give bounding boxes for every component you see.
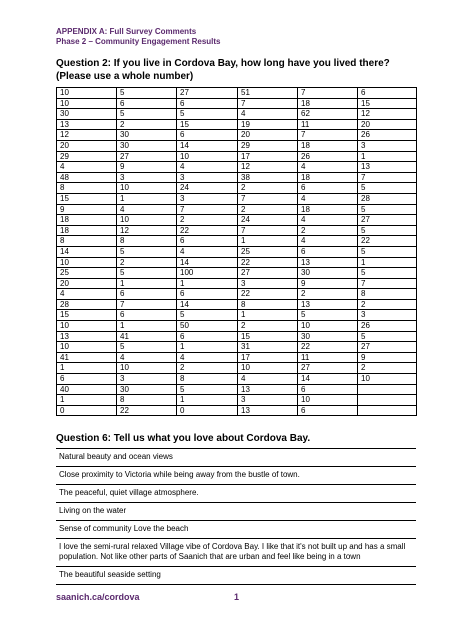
table-cell: 10 bbox=[57, 88, 117, 99]
table-cell: 38 bbox=[238, 172, 298, 183]
table-cell: 22 bbox=[298, 342, 358, 353]
table-cell: 2 bbox=[298, 225, 358, 236]
table-row bbox=[57, 299, 417, 310]
table-cell: 3 bbox=[358, 140, 417, 151]
table-cell: 29 bbox=[57, 151, 117, 162]
table-cell: 10 bbox=[298, 321, 358, 332]
table-cell: 7 bbox=[358, 172, 417, 183]
table-cell: 15 bbox=[177, 119, 238, 130]
loves-responses-table bbox=[56, 448, 416, 585]
table-row bbox=[57, 193, 417, 204]
table-cell: 13 bbox=[298, 299, 358, 310]
table-cell: 6 bbox=[298, 405, 358, 416]
table-cell: 1 bbox=[177, 395, 238, 406]
table-row bbox=[57, 151, 417, 162]
table-cell: 9 bbox=[358, 352, 417, 363]
table-cell: 15 bbox=[57, 310, 117, 321]
table-row bbox=[57, 140, 417, 151]
table-cell: 5 bbox=[358, 268, 417, 279]
table-cell: 0 bbox=[57, 405, 117, 416]
table-cell: 30 bbox=[298, 331, 358, 342]
table-cell: 14 bbox=[57, 246, 117, 257]
table-cell: 5 bbox=[358, 331, 417, 342]
table-cell: 62 bbox=[298, 109, 358, 120]
response-row bbox=[56, 449, 416, 467]
table-cell: 28 bbox=[57, 299, 117, 310]
table-cell: 4 bbox=[177, 162, 238, 173]
table-cell: 7 bbox=[298, 88, 358, 99]
table-cell: 4 bbox=[177, 246, 238, 257]
table-cell bbox=[358, 384, 417, 395]
response-text: Sense of community Love the beach bbox=[56, 521, 416, 539]
table-cell: 4 bbox=[117, 204, 177, 215]
table-cell: 0 bbox=[177, 405, 238, 416]
response-text: The peaceful, quiet village atmosphere. bbox=[56, 485, 416, 503]
table-cell: 29 bbox=[238, 140, 298, 151]
table-cell: 3 bbox=[117, 374, 177, 385]
table-cell: 3 bbox=[238, 278, 298, 289]
table-cell: 7 bbox=[238, 225, 298, 236]
table-cell: 22 bbox=[238, 289, 298, 300]
table-cell: 12 bbox=[358, 109, 417, 120]
table-cell: 20 bbox=[238, 130, 298, 141]
table-cell: 5 bbox=[358, 246, 417, 257]
table-cell: 17 bbox=[238, 352, 298, 363]
table-cell: 1 bbox=[177, 342, 238, 353]
table-cell: 6 bbox=[177, 236, 238, 247]
table-cell: 3 bbox=[238, 395, 298, 406]
table-cell: 26 bbox=[358, 130, 417, 141]
footer-url[interactable]: saanich.ca/cordova bbox=[56, 592, 140, 602]
table-cell: 10 bbox=[298, 395, 358, 406]
table-cell: 100 bbox=[177, 268, 238, 279]
table-cell: 10 bbox=[117, 215, 177, 226]
table-cell: 13 bbox=[57, 119, 117, 130]
table-cell: 14 bbox=[177, 140, 238, 151]
table-row bbox=[57, 109, 417, 120]
table-cell: 31 bbox=[238, 342, 298, 353]
table-cell: 11 bbox=[298, 352, 358, 363]
table-cell: 13 bbox=[57, 331, 117, 342]
table-cell: 4 bbox=[57, 162, 117, 173]
table-cell: 10 bbox=[57, 342, 117, 353]
table-cell: 22 bbox=[358, 236, 417, 247]
table-cell: 6 bbox=[117, 289, 177, 300]
table-cell: 27 bbox=[298, 363, 358, 374]
table-cell: 18 bbox=[57, 225, 117, 236]
table-cell: 11 bbox=[298, 119, 358, 130]
response-row bbox=[56, 567, 416, 585]
table-cell: 8 bbox=[177, 374, 238, 385]
table-cell: 1 bbox=[358, 257, 417, 268]
table-row bbox=[57, 321, 417, 332]
table-row bbox=[57, 374, 417, 385]
table-cell: 5 bbox=[117, 246, 177, 257]
table-cell: 27 bbox=[358, 342, 417, 353]
response-text: I love the semi-rural relaxed Village vibe of Cordova Bay. I like that it's not built up and has a small population. Not like other parts of Saanich that are urban and feel like being in a town bbox=[56, 539, 416, 567]
table-cell: 13 bbox=[358, 162, 417, 173]
table-cell: 5 bbox=[117, 88, 177, 99]
table-cell: 4 bbox=[57, 289, 117, 300]
table-cell: 8 bbox=[238, 299, 298, 310]
table-cell: 2 bbox=[238, 204, 298, 215]
table-cell: 4 bbox=[298, 162, 358, 173]
table-cell: 15 bbox=[57, 193, 117, 204]
table-row bbox=[57, 384, 417, 395]
table-cell: 12 bbox=[238, 162, 298, 173]
table-row bbox=[57, 268, 417, 279]
table-cell: 5 bbox=[177, 384, 238, 395]
table-row bbox=[57, 119, 417, 130]
table-cell: 3 bbox=[177, 193, 238, 204]
table-cell: 5 bbox=[117, 342, 177, 353]
table-cell: 8 bbox=[57, 183, 117, 194]
table-cell: 10 bbox=[117, 363, 177, 374]
table-cell: 4 bbox=[177, 352, 238, 363]
table-cell: 6 bbox=[117, 98, 177, 109]
table-row bbox=[57, 352, 417, 363]
residency-years-table bbox=[56, 87, 417, 416]
table-cell: 10 bbox=[57, 257, 117, 268]
table-cell: 14 bbox=[177, 257, 238, 268]
table-cell bbox=[358, 395, 417, 406]
table-cell: 2 bbox=[298, 289, 358, 300]
question-6-title: Question 6: Tell us what you love about Cordova Bay. bbox=[56, 433, 311, 444]
table-row bbox=[57, 130, 417, 141]
table-cell: 7 bbox=[177, 204, 238, 215]
header-line-2: Phase 2 – Community Engagement Results bbox=[56, 37, 221, 46]
response-text: Living on the water bbox=[56, 503, 416, 521]
table-cell: 2 bbox=[117, 257, 177, 268]
table-cell: 28 bbox=[358, 193, 417, 204]
table-row bbox=[57, 363, 417, 374]
table-cell: 4 bbox=[238, 374, 298, 385]
table-cell: 20 bbox=[57, 278, 117, 289]
table-cell: 13 bbox=[238, 405, 298, 416]
response-row bbox=[56, 485, 416, 503]
table-cell: 4 bbox=[238, 109, 298, 120]
table-cell: 15 bbox=[238, 331, 298, 342]
table-cell: 10 bbox=[177, 151, 238, 162]
table-cell: 2 bbox=[238, 183, 298, 194]
response-row bbox=[56, 467, 416, 485]
table-cell: 6 bbox=[117, 310, 177, 321]
table-cell: 24 bbox=[238, 215, 298, 226]
table-cell: 1 bbox=[57, 363, 117, 374]
table-cell: 6 bbox=[177, 98, 238, 109]
table-cell: 9 bbox=[117, 162, 177, 173]
table-cell: 6 bbox=[177, 130, 238, 141]
header-line-1: APPENDIX A: Full Survey Comments bbox=[56, 27, 197, 36]
table-cell: 30 bbox=[117, 130, 177, 141]
response-text: The beautiful seaside setting bbox=[56, 567, 416, 585]
table-row bbox=[57, 88, 417, 99]
table-row bbox=[57, 162, 417, 173]
table-cell: 2 bbox=[117, 119, 177, 130]
table-cell: 1 bbox=[117, 278, 177, 289]
table-cell: 22 bbox=[117, 405, 177, 416]
table-cell: 5 bbox=[298, 310, 358, 321]
table-cell: 30 bbox=[117, 140, 177, 151]
table-cell: 14 bbox=[177, 299, 238, 310]
table-cell: 13 bbox=[298, 257, 358, 268]
table-cell: 5 bbox=[177, 310, 238, 321]
table-row bbox=[57, 236, 417, 247]
table-cell: 7 bbox=[298, 130, 358, 141]
table-row bbox=[57, 172, 417, 183]
table-cell: 10 bbox=[358, 374, 417, 385]
table-cell: 27 bbox=[358, 215, 417, 226]
table-cell: 8 bbox=[117, 395, 177, 406]
table-cell: 5 bbox=[358, 183, 417, 194]
table-cell: 5 bbox=[117, 109, 177, 120]
table-cell: 1 bbox=[177, 278, 238, 289]
table-cell: 14 bbox=[298, 374, 358, 385]
table-row bbox=[57, 405, 417, 416]
table-cell: 6 bbox=[177, 331, 238, 342]
table-cell: 40 bbox=[57, 384, 117, 395]
table-cell: 8 bbox=[117, 236, 177, 247]
table-cell: 4 bbox=[298, 215, 358, 226]
table-cell: 7 bbox=[117, 299, 177, 310]
table-cell: 4 bbox=[298, 193, 358, 204]
table-row bbox=[57, 225, 417, 236]
table-cell: 30 bbox=[117, 384, 177, 395]
table-cell: 2 bbox=[358, 299, 417, 310]
question-2-title: Question 2: If you live in Cordova Bay, how long have you lived there? (Please use a whole number) bbox=[56, 58, 390, 82]
table-cell: 51 bbox=[238, 88, 298, 99]
table-cell: 26 bbox=[358, 321, 417, 332]
table-cell: 5 bbox=[117, 268, 177, 279]
table-row bbox=[57, 183, 417, 194]
table-cell: 4 bbox=[298, 236, 358, 247]
table-cell: 10 bbox=[57, 321, 117, 332]
table-cell: 1 bbox=[358, 151, 417, 162]
response-row bbox=[56, 539, 416, 567]
table-cell: 6 bbox=[358, 88, 417, 99]
table-cell: 30 bbox=[298, 268, 358, 279]
table-row bbox=[57, 246, 417, 257]
table-cell: 2 bbox=[238, 321, 298, 332]
table-row bbox=[57, 204, 417, 215]
table-cell: 10 bbox=[238, 363, 298, 374]
table-cell: 18 bbox=[298, 204, 358, 215]
table-cell: 15 bbox=[358, 98, 417, 109]
table-cell: 5 bbox=[177, 109, 238, 120]
table-cell bbox=[358, 405, 417, 416]
table-cell: 18 bbox=[57, 215, 117, 226]
table-cell: 17 bbox=[238, 151, 298, 162]
table-row bbox=[57, 342, 417, 353]
table-cell: 6 bbox=[298, 384, 358, 395]
table-cell: 6 bbox=[298, 246, 358, 257]
table-cell: 18 bbox=[298, 172, 358, 183]
table-cell: 9 bbox=[298, 278, 358, 289]
table-row bbox=[57, 331, 417, 342]
table-cell: 19 bbox=[238, 119, 298, 130]
table-cell: 2 bbox=[177, 363, 238, 374]
table-cell: 6 bbox=[57, 374, 117, 385]
table-cell: 9 bbox=[57, 204, 117, 215]
table-cell: 2 bbox=[177, 215, 238, 226]
table-row bbox=[57, 257, 417, 268]
response-text: Close proximity to Victoria while being away from the bustle of town. bbox=[56, 467, 416, 485]
table-cell: 12 bbox=[57, 130, 117, 141]
document-header bbox=[56, 27, 221, 47]
table-row bbox=[57, 98, 417, 109]
table-cell: 41 bbox=[57, 352, 117, 363]
response-row bbox=[56, 503, 416, 521]
table-cell: 5 bbox=[358, 204, 417, 215]
table-cell: 22 bbox=[238, 257, 298, 268]
table-cell: 12 bbox=[117, 225, 177, 236]
table-cell: 50 bbox=[177, 321, 238, 332]
table-cell: 18 bbox=[298, 140, 358, 151]
table-row bbox=[57, 215, 417, 226]
table-cell: 10 bbox=[117, 183, 177, 194]
table-cell: 48 bbox=[57, 172, 117, 183]
table-cell: 2 bbox=[358, 363, 417, 374]
table-cell: 3 bbox=[177, 172, 238, 183]
table-cell: 7 bbox=[238, 193, 298, 204]
table-cell: 7 bbox=[238, 98, 298, 109]
table-cell: 13 bbox=[238, 384, 298, 395]
table-cell: 3 bbox=[117, 172, 177, 183]
table-cell: 10 bbox=[57, 98, 117, 109]
table-row bbox=[57, 289, 417, 300]
response-text: Natural beauty and ocean views bbox=[56, 449, 416, 467]
table-cell: 4 bbox=[117, 352, 177, 363]
table-cell: 6 bbox=[177, 289, 238, 300]
table-cell: 24 bbox=[177, 183, 238, 194]
table-row bbox=[57, 395, 417, 406]
table-cell: 3 bbox=[358, 310, 417, 321]
table-cell: 30 bbox=[57, 109, 117, 120]
table-cell: 26 bbox=[298, 151, 358, 162]
table-cell: 1 bbox=[117, 321, 177, 332]
table-cell: 1 bbox=[117, 193, 177, 204]
table-cell: 27 bbox=[177, 88, 238, 99]
table-cell: 8 bbox=[57, 236, 117, 247]
table-cell: 22 bbox=[177, 225, 238, 236]
table-cell: 1 bbox=[57, 395, 117, 406]
table-cell: 20 bbox=[358, 119, 417, 130]
page-number: 1 bbox=[234, 592, 240, 602]
table-cell: 18 bbox=[298, 98, 358, 109]
table-cell: 25 bbox=[238, 246, 298, 257]
response-row bbox=[56, 521, 416, 539]
table-cell: 41 bbox=[117, 331, 177, 342]
table-cell: 27 bbox=[117, 151, 177, 162]
table-row bbox=[57, 310, 417, 321]
table-cell: 20 bbox=[57, 140, 117, 151]
table-cell: 27 bbox=[238, 268, 298, 279]
table-cell: 25 bbox=[57, 268, 117, 279]
table-cell: 1 bbox=[238, 310, 298, 321]
table-cell: 5 bbox=[358, 225, 417, 236]
table-cell: 8 bbox=[358, 289, 417, 300]
table-cell: 6 bbox=[298, 183, 358, 194]
table-cell: 7 bbox=[358, 278, 417, 289]
table-row bbox=[57, 278, 417, 289]
table-cell: 1 bbox=[238, 236, 298, 247]
